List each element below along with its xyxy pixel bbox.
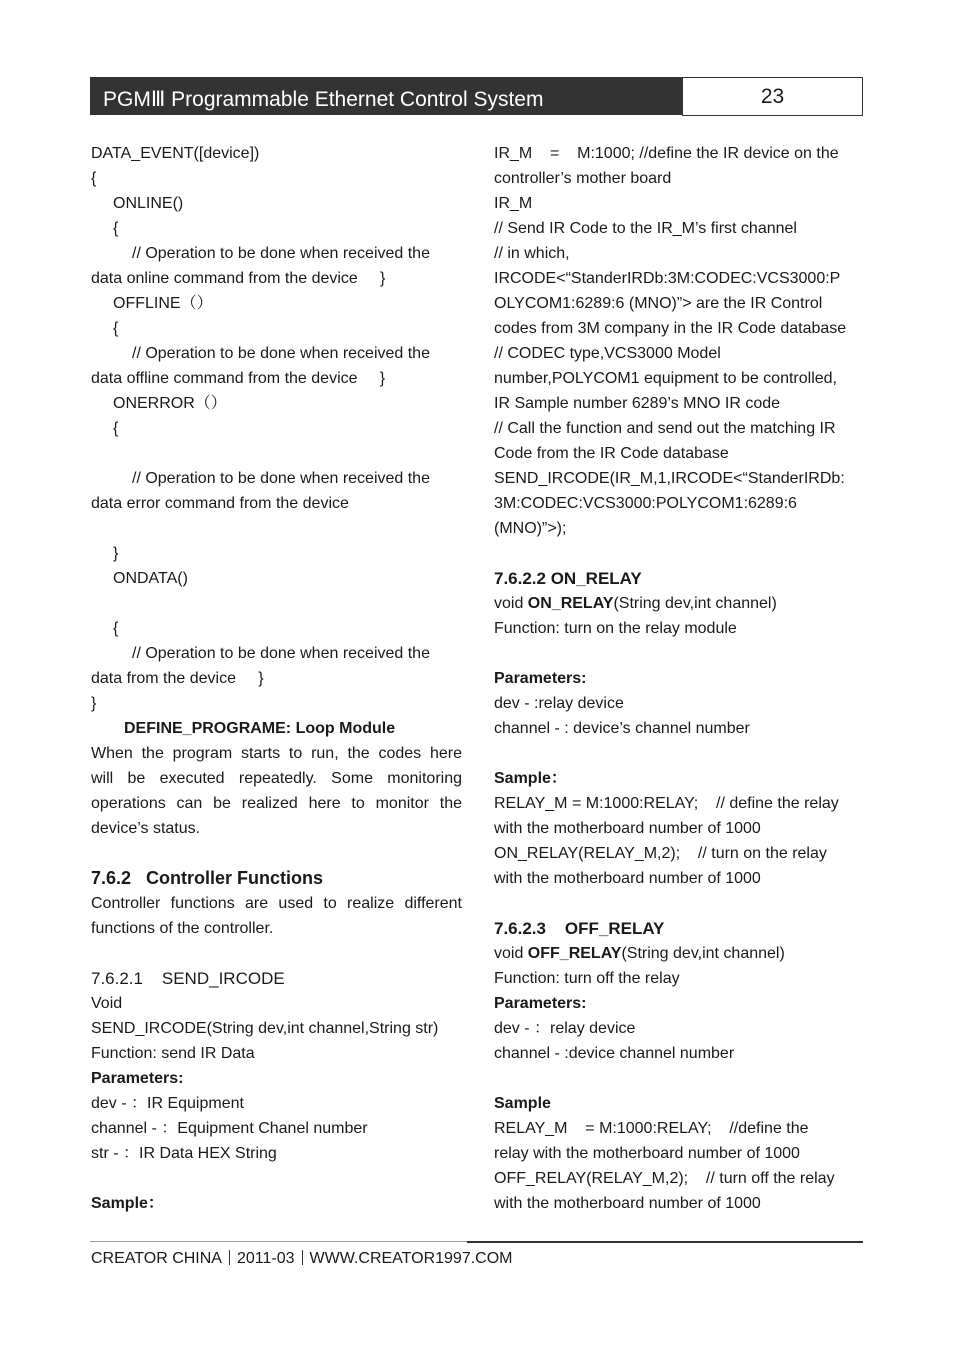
sample-line: with the motherboard number of 1000 — [494, 870, 761, 887]
footer-date: 2011-03 — [236, 1250, 295, 1267]
ir-line: SEND_IRCODE(IR_M,1,IRCODE<“StanderIRDb: — [494, 470, 845, 487]
code-comment: // Operation to be done when received the — [132, 345, 430, 362]
off-relay-function: Function: turn off the relay — [494, 970, 680, 987]
section-paragraph-line: Controller functions are used to realize different — [91, 895, 462, 912]
sample-line: RELAY_M = M:1000:RELAY; // define the relay — [494, 795, 839, 812]
parameters-label: Parameters: — [91, 1070, 184, 1087]
code-line: ONLINE() — [113, 195, 184, 212]
define-paragraph-line: When the program starts to run, the codes here — [91, 745, 462, 762]
code-comment: // Operation to be done when received the — [132, 470, 430, 487]
page-number: 23 — [760, 85, 785, 108]
code-line: { — [91, 170, 97, 187]
ir-line: IR_M — [494, 195, 533, 212]
section-paragraph-line: functions of the controller. — [91, 920, 274, 937]
define-paragraph-line: operations can be realized here to monitor the — [91, 795, 462, 812]
ir-line: number,POLYCOM1 equipment to be controlled, — [494, 370, 837, 387]
header-bar — [90, 77, 682, 115]
code-line: { — [113, 620, 119, 637]
code-line: OFFLINE（） — [113, 295, 213, 312]
ir-line: // Call the function and send out the matching IR — [494, 420, 836, 437]
define-paragraph-line: device’s status. — [91, 820, 201, 837]
footer-company: CREATOR CHINA — [91, 1250, 222, 1267]
right-column — [494, 141, 863, 1216]
sample-line: with the motherboard number of 1000 — [494, 1195, 761, 1212]
footer-separator — [229, 1250, 230, 1265]
define-heading: DEFINE_PROGRAME: Loop Module — [124, 720, 396, 737]
footer-divider-accent — [467, 1241, 863, 1243]
ir-line: 3M:CODEC:VCS3000:POLYCOM1:6289:6 — [494, 495, 797, 512]
code-line: ONDATA() — [113, 570, 188, 587]
off-relay-signature: void OFF_RELAY(String dev,int channel) — [494, 945, 785, 962]
parameters-label: Parameters: — [494, 995, 587, 1012]
parameter-line: channel - : device’s channel number — [494, 720, 750, 737]
section-title: 7.6.2 Controller Functions — [91, 868, 324, 888]
parameter-line: dev - :relay device — [494, 695, 624, 712]
sample-line: OFF_RELAY(RELAY_M,2); // turn off the relay — [494, 1170, 835, 1187]
parameter-line: str - ：IR Data HEX String — [91, 1145, 277, 1162]
code-line: } — [91, 695, 97, 712]
parameters-label: Parameters: — [494, 670, 587, 687]
sample-label: Sample — [494, 1095, 551, 1112]
off-relay-title: 7.6.2.3 OFF_RELAY — [494, 919, 665, 938]
code-line: { — [113, 320, 119, 337]
sample-label: Sample： — [91, 1195, 164, 1212]
code-line: { — [113, 420, 119, 437]
define-paragraph-line: will be executed repeatedly. Some monitoring — [91, 770, 462, 787]
code-comment: data error command from the device — [91, 495, 349, 512]
code-comment: // Operation to be done when received the — [132, 245, 430, 262]
ir-line: IR_M = M:1000; //define the IR device on the — [494, 145, 839, 162]
ir-line: codes from 3M company in the IR Code database — [494, 320, 847, 337]
signature-line: SEND_IRCODE(String dev,int channel,String str) — [91, 1020, 439, 1037]
sample-line: relay with the motherboard number of 1000 — [494, 1145, 800, 1162]
sample-line: with the motherboard number of 1000 — [494, 820, 761, 837]
ir-line: IRCODE<“StanderIRDb:3M:CODEC:VCS3000:P — [494, 270, 841, 287]
parameter-line: channel - ：Equipment Chanel number — [91, 1120, 368, 1137]
code-comment: // Operation to be done when received the — [132, 645, 430, 662]
function-line: Function: send IR Data — [91, 1045, 255, 1062]
parameter-line: channel - :device channel number — [494, 1045, 735, 1062]
code-line: DATA_EVENT([device]) — [91, 145, 260, 162]
sample-label: Sample： — [494, 770, 567, 787]
ir-line: IR Sample number 6289’s MNO IR code — [494, 395, 781, 412]
footer-website: WWW.CREATOR1997.COM — [309, 1250, 513, 1267]
signature-line: Void — [91, 995, 123, 1012]
left-column — [91, 141, 462, 1216]
sample-line: ON_RELAY(RELAY_M,2); // turn on the relay — [494, 845, 827, 862]
ir-line: controller’s mother board — [494, 170, 672, 187]
subsection-title: 7.6.2.1 SEND_IRCODE — [91, 969, 285, 988]
on-relay-function: Function: turn on the relay module — [494, 620, 737, 637]
code-comment: data offline command from the device } — [91, 370, 386, 387]
ir-line: Code from the IR Code database — [494, 445, 729, 462]
parameter-line: dev - ：IR Equipment — [91, 1095, 244, 1112]
ir-line: (MNO)”>); — [494, 520, 567, 537]
footer — [91, 1250, 513, 1268]
code-comment: data online command from the device } — [91, 270, 386, 287]
on-relay-signature: void ON_RELAY(String dev,int channel) — [494, 595, 777, 612]
document-title: PGMⅢ Programmable Ethernet Control System — [103, 88, 544, 111]
ir-line: // CODEC type,VCS3000 Model — [494, 345, 721, 362]
code-line: { — [113, 220, 119, 237]
footer-separator — [302, 1250, 303, 1265]
code-comment: data from the device } — [91, 670, 264, 687]
code-line: ONERROR（） — [113, 395, 227, 412]
ir-line: // in which, — [494, 245, 570, 262]
sample-line: RELAY_M = M:1000:RELAY; //define the — [494, 1120, 809, 1137]
ir-line: OLYCOM1:6289:6 (MNO)”> are the IR Control — [494, 295, 823, 312]
code-line: } — [113, 545, 119, 562]
on-relay-title: 7.6.2.2 ON_RELAY — [494, 569, 642, 588]
parameter-line: dev - ：relay device — [494, 1020, 636, 1037]
ir-line: // Send IR Code to the IR_M’s first channel — [494, 220, 797, 237]
page-number-box — [682, 77, 863, 116]
